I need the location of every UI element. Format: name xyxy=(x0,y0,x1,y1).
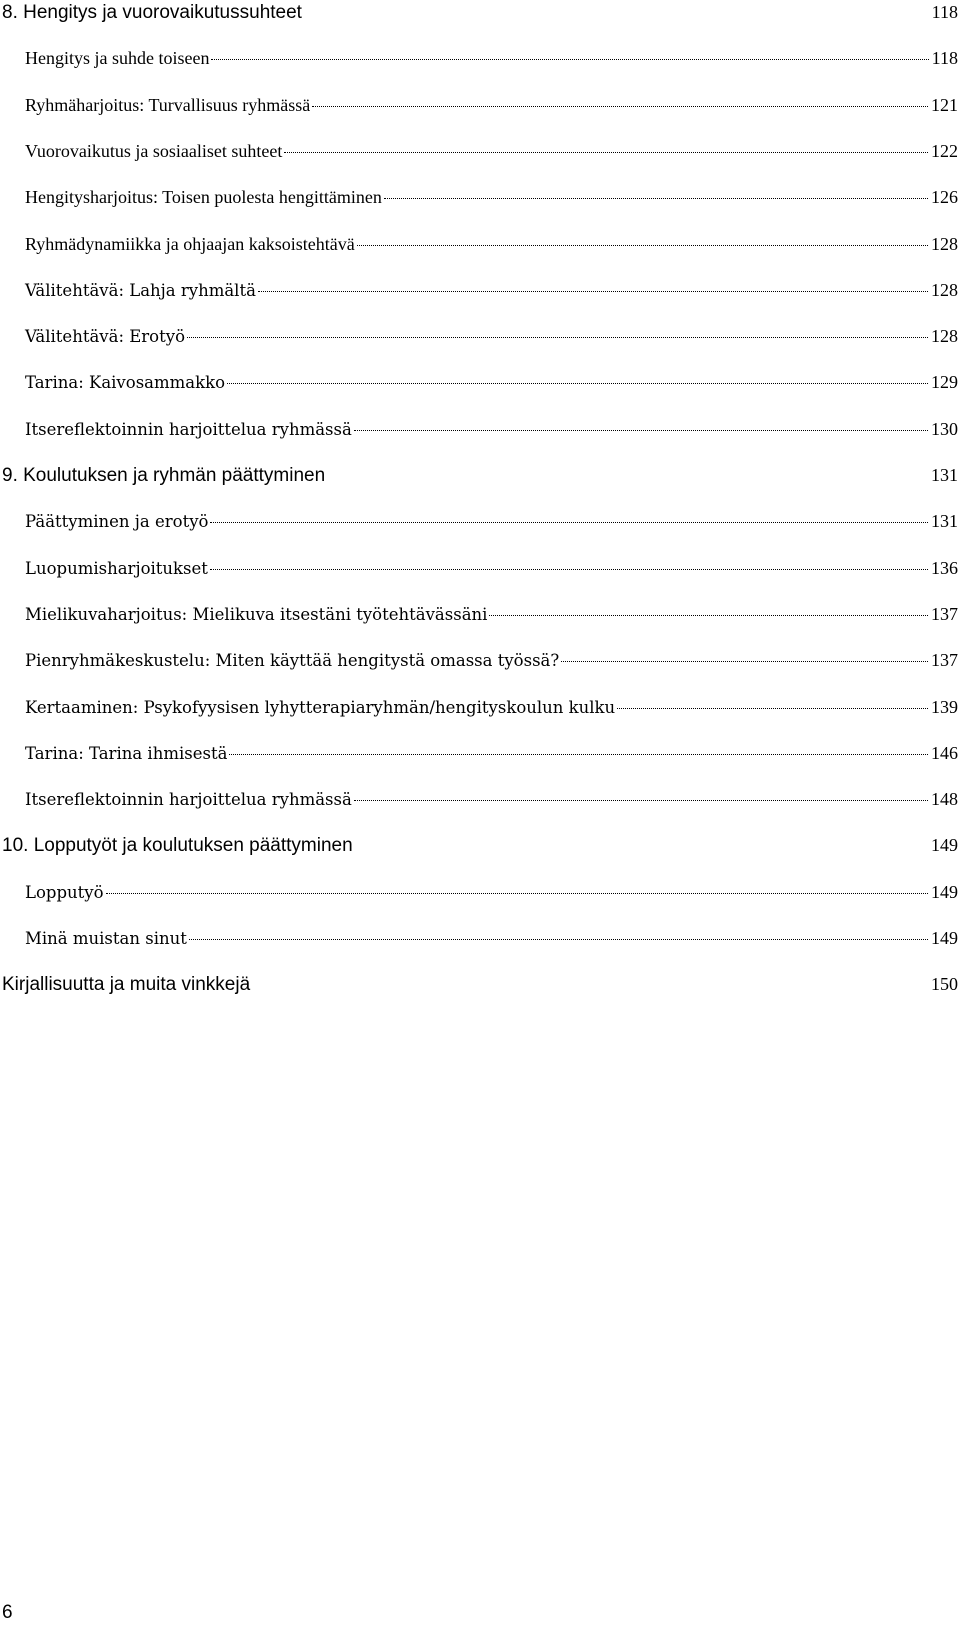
toc-title: Kirjallisuutta ja muita vinkkejä xyxy=(2,974,251,996)
toc-entry[interactable] xyxy=(25,234,958,255)
toc-title: Hengitysharjoitus: Toisen puolesta hengittäminen xyxy=(25,187,382,208)
toc-title: Ryhmädynamiikka ja ohjaajan kaksoistehtävä xyxy=(25,233,355,254)
toc-page-number: 149 xyxy=(931,881,958,902)
toc-title: Itsereflektoinnin harjoittelua ryhmässä xyxy=(25,790,352,810)
toc-title: Hengitys ja suhde toiseen xyxy=(25,48,210,69)
toc-page-number: 149 xyxy=(931,928,958,948)
toc-chapter[interactable] xyxy=(2,974,958,996)
toc-page-number: 128 xyxy=(931,279,958,300)
toc-leader-dots xyxy=(211,59,928,60)
toc-title: Itsereflektoinnin harjoittelua ryhmässä xyxy=(25,419,352,439)
toc-chapter[interactable] xyxy=(2,835,958,857)
toc-entry[interactable] xyxy=(25,511,958,532)
toc-title: Ryhmäharjoitus: Turvallisuus ryhmässä xyxy=(25,94,311,115)
toc-page-number: 139 xyxy=(931,696,958,717)
toc-leader-dots xyxy=(489,615,928,616)
toc-entry[interactable] xyxy=(25,789,958,810)
toc-page-number: 126 xyxy=(931,187,958,208)
toc-title: Luopumisharjoitukset xyxy=(25,558,208,578)
toc-page-number: 131 xyxy=(931,511,958,532)
toc-title: Kertaaminen: Psykofyysisen lyhytterapiaryhmän/hengityskoulun kulku xyxy=(25,697,616,717)
toc-entry[interactable] xyxy=(25,650,958,671)
toc-leader-dots xyxy=(210,569,928,570)
toc-entry[interactable] xyxy=(25,187,958,208)
toc-entry[interactable] xyxy=(25,95,958,116)
toc-page-number: 129 xyxy=(931,372,958,393)
toc-chapter[interactable] xyxy=(2,2,958,24)
toc-entry[interactable] xyxy=(25,928,958,949)
toc-leader-dots xyxy=(210,522,928,523)
toc-entry[interactable] xyxy=(25,280,958,301)
toc-leader-dots xyxy=(258,291,928,292)
toc-title: Pienryhmäkeskustelu: Miten käyttää hengitystä omassa työssä? xyxy=(25,651,560,671)
toc-leader-dots xyxy=(284,152,928,153)
toc-leader-dots xyxy=(354,800,928,801)
toc-title: Vuorovaikutus ja sosiaaliset suhteet xyxy=(25,140,283,161)
toc-leader-dots xyxy=(229,754,928,755)
toc-title: Päättyminen ja erotyö xyxy=(25,512,209,532)
toc-chapter[interactable] xyxy=(2,465,958,487)
toc-page-number: 128 xyxy=(931,233,958,254)
toc-title: Välitehtävä: Lahja ryhmältä xyxy=(25,280,256,300)
toc-page-number: 118 xyxy=(931,2,958,22)
toc-leader-dots xyxy=(312,106,928,107)
toc-leader-dots xyxy=(561,661,928,662)
toc-page-number: 137 xyxy=(931,603,958,624)
toc-entry[interactable] xyxy=(25,743,958,764)
toc-entry[interactable] xyxy=(25,882,958,903)
toc-entry[interactable] xyxy=(25,372,958,393)
toc-page-number: 130 xyxy=(931,418,958,439)
toc-page-number: 128 xyxy=(931,326,958,347)
toc-title: Lopputyö xyxy=(25,882,104,902)
toc-title: 10. Lopputyöt ja koulutuksen päättyminen xyxy=(2,835,353,857)
toc-page-number: 122 xyxy=(931,140,958,161)
toc-leader-dots xyxy=(354,430,928,431)
toc-leader-dots xyxy=(106,893,928,894)
toc-page-number: 121 xyxy=(931,94,958,115)
toc-leader-dots xyxy=(617,708,928,709)
page-number: 6 xyxy=(2,1602,13,1623)
toc-leader-dots xyxy=(227,383,928,384)
toc-entry[interactable] xyxy=(25,558,958,579)
toc-title: Mielikuvaharjoitus: Mielikuva itsestäni työtehtävässäni xyxy=(25,604,488,624)
toc-entry[interactable] xyxy=(25,604,958,625)
toc-page-number: 137 xyxy=(931,650,958,671)
toc-page-number: 131 xyxy=(931,465,958,485)
toc-leader-dots xyxy=(189,939,928,940)
toc-entry[interactable] xyxy=(25,326,958,347)
toc-page-number: 146 xyxy=(931,742,958,763)
toc-leader-dots xyxy=(384,198,928,199)
toc-title: 8. Hengitys ja vuorovaikutussuhteet xyxy=(2,2,302,23)
toc-page-number: 149 xyxy=(931,835,958,856)
toc-entry[interactable] xyxy=(25,697,958,718)
toc-entry[interactable] xyxy=(25,141,958,162)
toc-title: Minä muistan sinut xyxy=(25,929,187,948)
toc-entry[interactable] xyxy=(25,48,958,69)
toc-page-number: 150 xyxy=(931,974,958,995)
toc-leader-dots xyxy=(187,337,928,338)
toc-page-number: 136 xyxy=(931,557,958,578)
toc-page-number: 148 xyxy=(931,789,958,810)
toc-page-number: 118 xyxy=(931,48,958,69)
toc-title: Tarina: Kaivosammakko xyxy=(25,373,226,393)
toc-title: 9. Koulutuksen ja ryhmän päättyminen xyxy=(2,465,326,486)
toc-title: Välitehtävä: Erotyö xyxy=(25,327,185,347)
toc-title: Tarina: Tarina ihmisestä xyxy=(25,743,228,763)
toc-leader-dots xyxy=(357,245,928,246)
toc-entry[interactable] xyxy=(25,419,958,440)
